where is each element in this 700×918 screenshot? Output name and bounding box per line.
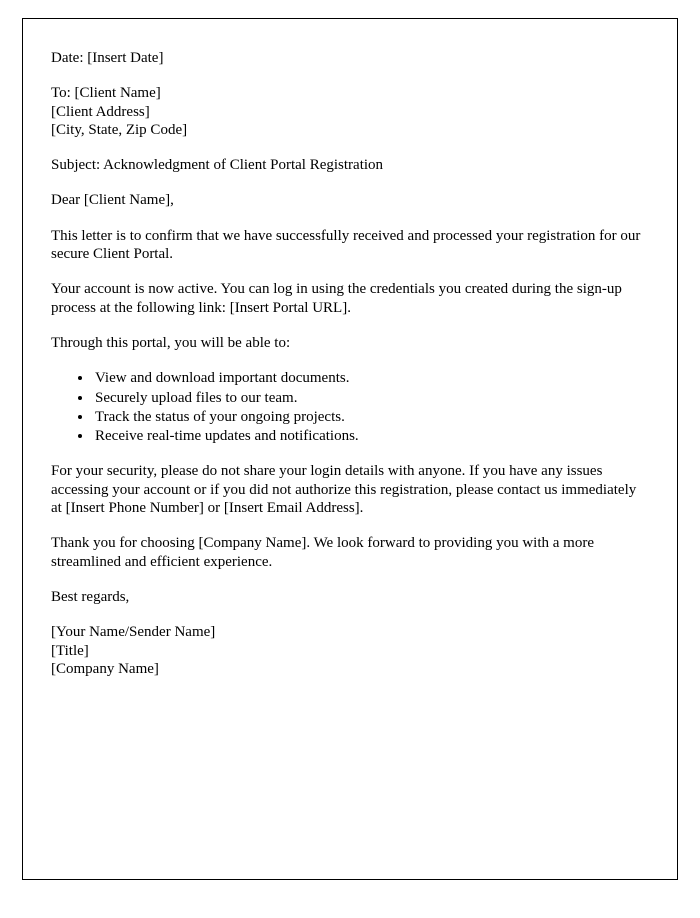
signature-block <box>51 623 649 678</box>
list-item: • Securely upload files to our team. <box>93 389 649 407</box>
list-item: • Track the status of your ongoing projects. <box>93 408 649 426</box>
recipient-address-line: [Client Address] <box>51 103 150 120</box>
recipient-block <box>51 84 649 139</box>
paragraph-confirmation: This letter is to confirm that we have successfully received and processed your registration for our secure Client Portal. <box>51 227 641 263</box>
letter-page <box>22 18 678 880</box>
portal-features-list <box>51 369 649 445</box>
paragraph-account-active: Your account is now active. You can log in using the credentials you created during the sign-up process at the following link: [Insert Portal URL]. <box>51 281 622 316</box>
paragraph-thanks: Thank you for choosing [Company Name]. We look forward to providing you with a more streamlined and efficient experience. <box>51 535 594 570</box>
recipient-city-line: [City, State, Zip Code] <box>51 121 188 138</box>
list-item: • View and download important documents. <box>93 369 649 387</box>
recipient-name-line: To: [Client Name] <box>51 85 161 102</box>
salutation: Dear [Client Name], <box>51 192 174 209</box>
signature-title: [Title] <box>51 642 89 659</box>
paragraph-portal-intro: Through this portal, you will be able to: <box>51 334 291 351</box>
closing: Best regards, <box>51 588 130 605</box>
list-item: • Receive real-time updates and notifications. <box>93 427 649 445</box>
subject-line: Subject: Acknowledgment of Client Portal Registration <box>51 157 384 174</box>
date-line: Date: [Insert Date] <box>51 50 164 66</box>
signature-company: [Company Name] <box>51 660 159 677</box>
signature-name: [Your Name/Sender Name] <box>51 624 216 641</box>
paragraph-security: For your security, please do not share your login details with anyone. If you have any issues accessing your account or if you did not authorize this registration, please contact us immediately at [Insert Phone Number] or [Insert Email Address]. <box>51 463 637 517</box>
